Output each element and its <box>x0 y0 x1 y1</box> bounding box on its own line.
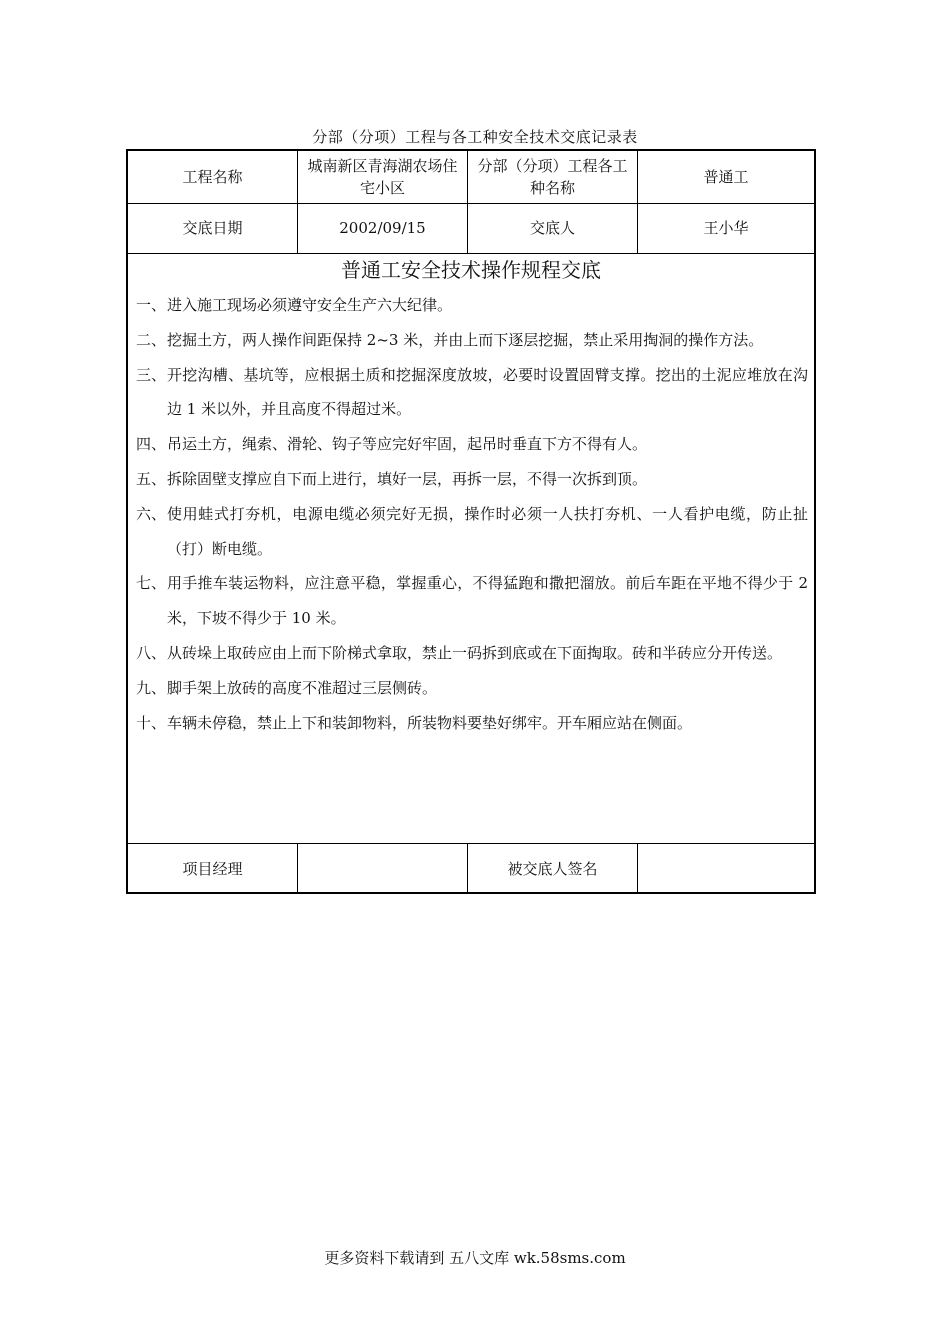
rule-text: 拆除固壁支撑应自下而上进行，填好一层，再拆一层，不得一次拆到顶。 <box>167 469 648 488</box>
rule-item <box>136 636 808 671</box>
rule-text: 用手推车装运物料，应注意平稳，掌握重心，不得猛跑和撒把溜放。前后车距在平地不得少于 2 米，下坡不得少于 10 米。 <box>167 574 808 628</box>
rules-list <box>136 288 808 740</box>
presenter-value: 王小华 <box>703 219 749 237</box>
rule-number: 九、 <box>136 678 167 697</box>
rule-item <box>136 497 808 567</box>
date-value: 2002/09/15 <box>298 203 468 253</box>
recipient-label: 被交底人签名 <box>468 844 638 893</box>
rule-text: 从砖垛上取砖应由上而下阶梯式拿取，禁止一码拆到底或在下面掏取。砖和半砖应分开传送。 <box>167 643 783 662</box>
section-title: 普通工安全技术操作规程交底 <box>341 258 601 282</box>
rule-text: 吊运土方，绳索、滑轮、钩子等应完好牢固，起吊时垂直下方不得有人。 <box>167 435 648 454</box>
footer-text: 更多资料下载请到 五八文库 wk.58sms.com <box>324 1249 626 1267</box>
rule-number: 三、 <box>136 365 167 384</box>
work-type-label: 分部（分项）工程各工种名称 <box>468 151 638 203</box>
rule-item <box>136 323 808 358</box>
header-row-date <box>128 203 814 254</box>
date-label: 交底日期 <box>128 203 298 253</box>
rule-item <box>136 462 808 497</box>
rule-item <box>136 288 808 323</box>
rule-number: 六、 <box>136 504 167 523</box>
record-table <box>126 149 816 894</box>
rule-item <box>136 706 808 741</box>
header-row-project <box>128 151 814 204</box>
rule-number: 七、 <box>136 574 167 593</box>
rule-number: 五、 <box>136 469 167 488</box>
rule-item <box>136 671 808 706</box>
signature-row <box>128 843 814 893</box>
project-name-value: 城南新区青海湖农场住宅小区 <box>298 151 468 203</box>
rule-item <box>136 566 808 636</box>
document-title: 分部（分项）工程与各工种安全技术交底记录表 <box>312 128 638 146</box>
rule-number: 二、 <box>136 330 167 349</box>
rule-text: 进入施工现场必须遵守安全生产六大纪律。 <box>167 296 453 314</box>
project-name-label: 工程名称 <box>128 151 298 203</box>
rule-text: 脚手架上放砖的高度不准超过三层侧砖。 <box>167 678 438 697</box>
content-area <box>128 254 814 843</box>
recipient-signature-field[interactable] <box>638 844 814 893</box>
rule-number: 一、 <box>136 296 167 314</box>
presenter-label: 交底人 <box>468 203 638 253</box>
rule-text: 车辆未停稳，禁止上下和装卸物料，所装物料要垫好绑牢。开车厢应站在侧面。 <box>167 713 693 732</box>
rule-number: 十、 <box>136 713 167 732</box>
work-type-value: 普通工 <box>703 168 749 186</box>
rule-item <box>136 427 808 462</box>
rule-item <box>136 358 808 428</box>
rule-text: 挖掘土方，两人操作间距保持 2~3 米，并由上而下逐层挖掘，禁止采用掏洞的操作方法。 <box>167 330 764 349</box>
rule-text: 开挖沟槽、基坑等，应根据土质和挖掘深度放坡，必要时设置固臂支撑。挖出的土泥应堆放在沟边 1 米以外，并且高度不得超过米。 <box>167 365 808 419</box>
rule-number: 八、 <box>136 643 167 662</box>
manager-signature-field[interactable] <box>298 844 468 893</box>
manager-label: 项目经理 <box>128 844 298 893</box>
rule-number: 四、 <box>136 435 167 454</box>
rule-text: 使用蛙式打夯机，电源电缆必须完好无损，操作时必须一人扶打夯机、一人看护电缆，防止扯（打）断电缆。 <box>167 504 808 558</box>
